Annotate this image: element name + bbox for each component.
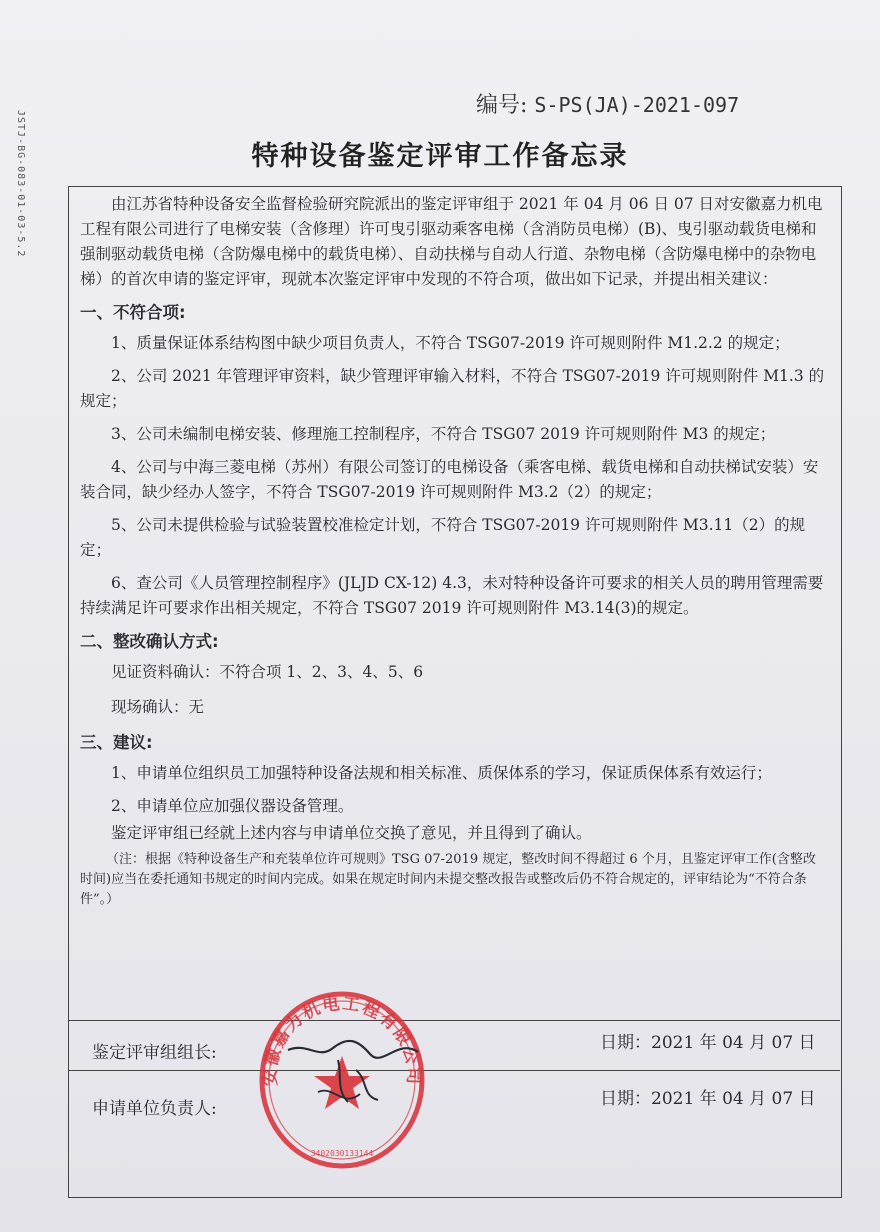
nonconformity-item: 3、公司未编制电梯安装、修理施工控制程序，不符合 TSG07 2019 许可规则附件 M3 的规定； <box>111 425 776 443</box>
nonconformity-item: 6、查公司《人员管理控制程序》(JLJD CX-12) 4.3，未对特种设备许可要求的相关人员的聘用管理需要持续满足许可要求作出相关规定，不符合 TSG07 2019 许可规则附件 M3.14(3)的规定。 <box>80 574 824 617</box>
nonconformity-item: 4、公司与中海三菱电梯（苏州）有限公司签订的电梯设备（乘客电梯、载货电梯和自动扶梯试安装）安装合同，缺少经办人签字，不符合 TSG07-2019 许可规则附件 M3.2（2）的规定； <box>80 458 819 501</box>
nonconformity-item: 1、质量保证体系结构图中缺少项目负责人，不符合 TSG07-2019 许可规则附件 M1.2.2 的规定； <box>111 334 790 352</box>
seal-code: 3402030133144 <box>310 1149 374 1158</box>
suggestion-item: 2、申请单位应加强仪器设备管理。 <box>111 797 354 815</box>
closing-statement: 鉴定评审组已经就上述内容与申请单位交换了意见，并且得到了确认。 <box>111 824 592 842</box>
rectification-item: 现场确认：无 <box>111 698 205 716</box>
handwritten-signature <box>278 1030 428 1120</box>
intro-paragraph: 由江苏省特种设备安全监督检验研究院派出的鉴定评审组于 2021 年 04 月 06 日 07 日对安徽嘉力机电工程有限公司进行了电梯安装（含修理）许可曳引驱动乘客电梯（含消防员电梯）(B)、曳引驱动载货电梯和强制驱动载货电梯（含防爆电梯中的载货电梯）、自动扶梯与自动人行道、杂物电梯（含防爆电梯中的杂物电梯）的首次申请的鉴定评审，现就本次鉴定评审中发现的不符合项，做出如下记录，并提出相关建议： <box>80 195 823 288</box>
section-nonconformities-heading: 一、不符合项: <box>80 303 186 322</box>
doc-number-label: 编号: <box>476 93 528 118</box>
nonconformity-item: 5、公司未提供检验与试验装置校准检定计划，不符合 TSG07-2019 许可规则附件 M3.11（2）的规定； <box>80 516 806 559</box>
applicant-signature-label: 申请单位负责人: <box>92 1099 217 1119</box>
leader-signature-label: 鉴定评审组组长: <box>92 1043 217 1063</box>
applicant-signature-date: 日期：2021 年 04 月 07 日 <box>600 1089 816 1109</box>
rectification-item: 见证资料确认：不符合项 1、2、3、4、5、6 <box>111 663 424 681</box>
leader-signature-date: 日期：2021 年 04 月 07 日 <box>600 1033 816 1053</box>
suggestion-item: 1、申请单位组织员工加强特种设备法规和相关标准、质保体系的学习，保证质保体系有效运行； <box>111 764 772 782</box>
document-number <box>476 88 739 119</box>
regulation-note: （注：根据《特种设备生产和充装单位许可规则》TSG 07-2019 规定，整改时间不得超过 6 个月，且鉴定评审工作(含整改时间)应当在委托通知书规定的时间内完成。如果在规定时间内未提交整改报告或整改后仍不符合规定的，评审结论为“不符合条件”。） <box>80 852 816 907</box>
section-suggestions-heading: 三、建议: <box>80 733 153 752</box>
side-form-code: JSTJ-BG-083-01-03-5.2 <box>15 110 26 258</box>
doc-number-value: S-PS(JA)-2021-097 <box>534 93 740 117</box>
seal-company-name: 安徽嘉力机电工程有限公司 <box>260 993 424 1087</box>
section-rectification-heading: 二、整改确认方式: <box>80 632 219 651</box>
divider-signatures <box>68 1020 840 1021</box>
document-title: 特种设备鉴定评审工作备忘录 <box>251 141 629 172</box>
nonconformity-item: 2、公司 2021 年管理评审资料，缺少管理评审输入材料，不符合 TSG07-2019 许可规则附件 M1.3 的规定； <box>80 367 825 410</box>
memo-body <box>80 192 828 910</box>
divider-signature-rows <box>68 1070 840 1071</box>
